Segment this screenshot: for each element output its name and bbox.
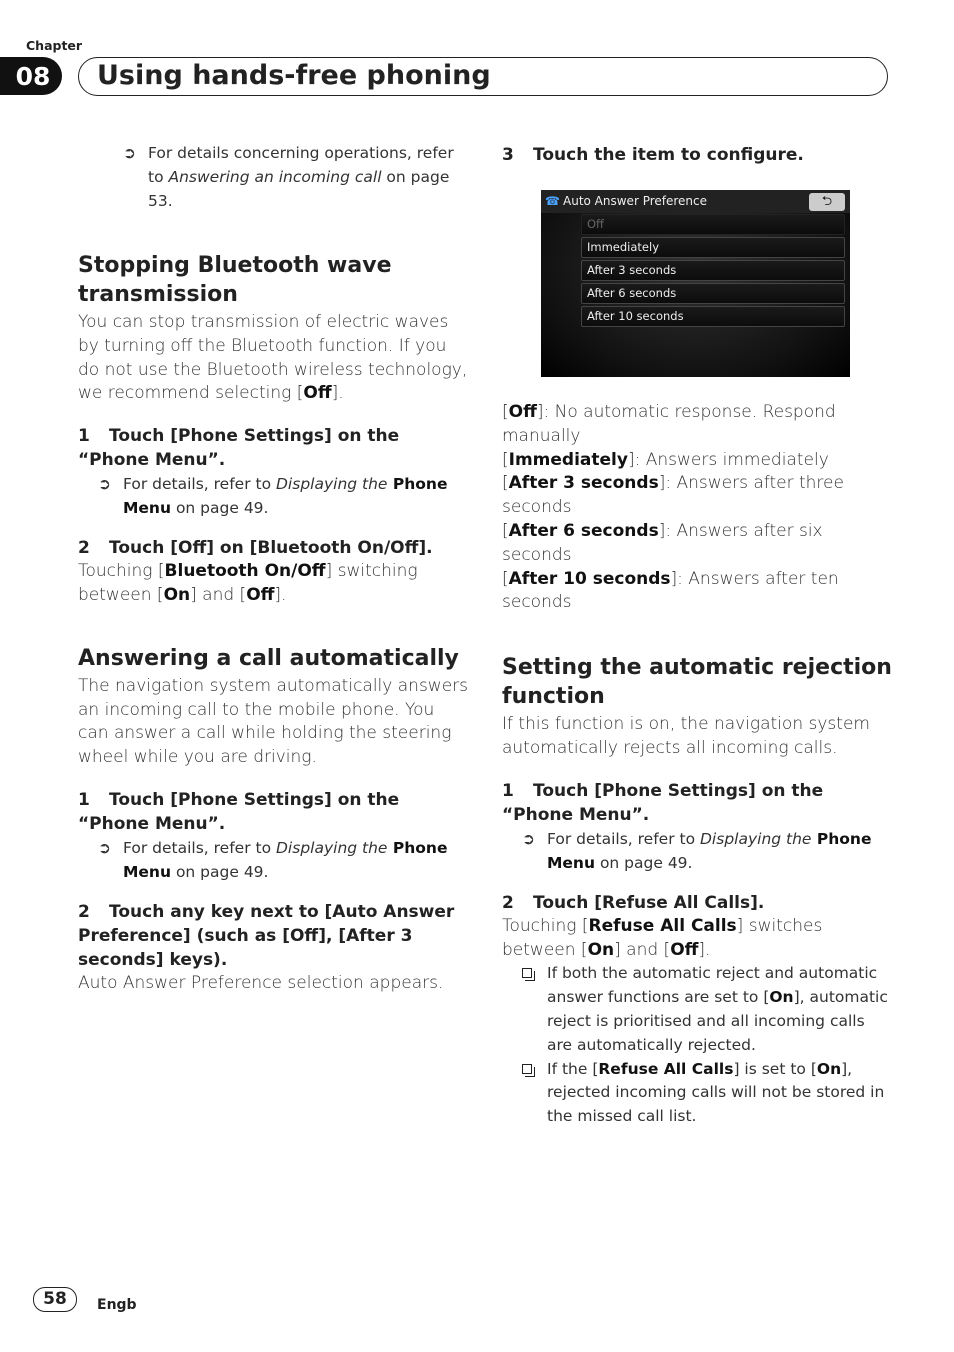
definition-off: [Off]: No automatic response. Respond manually [502, 402, 836, 446]
option-off[interactable]: Off [581, 214, 845, 235]
step-1: 1 Touch [Phone Settings] on the “Phone Menu”. [502, 780, 824, 825]
step-2: 2 Touch any key next to [Auto Answer Preference] (such as [Off], [After 3 seconds] keys). [78, 901, 455, 970]
section-intro: You can stop transmission of electric waves by turning off the Bluetooth function. If you do not use the Bluetooth wireless technology, we recommend selecting [Off]. [78, 312, 468, 404]
chapter-label: Chapter [26, 38, 83, 53]
definition-after-3: [After 3 seconds]: Answers after three seconds [502, 473, 844, 518]
arrow-icon: ➲ [98, 475, 111, 494]
step-1: 1 Touch [Phone Settings] on the “Phone Menu”. [78, 426, 400, 471]
chapter-number: 08 [0, 57, 62, 95]
section-intro: The navigation system automatically answers an incoming call to the mobile phone. You can answer a call while holding the steering wheel while you are driving. [78, 675, 469, 768]
note-square-2: If the [Refuse All Calls] is set to [On], rejected incoming calls will not be stored in the missed call list. [502, 1058, 892, 1129]
back-icon[interactable]: ⮌ [809, 193, 845, 211]
step-2-body: Auto Answer Preference selection appears. [78, 972, 444, 993]
definition-after-10: [After 10 seconds]: Answers after ten seconds [502, 568, 839, 613]
checkbox-square-icon [522, 968, 532, 978]
note-phone-menu-ref: ➲ For details, refer to Displaying the Phone Menu on page 49. [502, 827, 892, 875]
definitions-list [502, 401, 892, 615]
screen-title: Auto Answer Preference [563, 194, 708, 208]
step-3: 3 Touch the item to configure. [502, 145, 804, 165]
option-after-3-seconds[interactable]: After 3 seconds [581, 260, 845, 281]
checkbox-square-icon [522, 1064, 532, 1074]
note-phone-menu-ref: ➲ For details, refer to Displaying the Phone Menu on page 49. [78, 472, 468, 520]
left-column [78, 140, 468, 996]
page-number: 58 [33, 1287, 77, 1312]
section-title-answering: Answering a call automatically [78, 645, 459, 671]
arrow-icon: ➲ [522, 829, 535, 848]
right-column [502, 140, 892, 167]
language-code: Engb [97, 1297, 137, 1313]
arrow-icon: ➲ [123, 144, 136, 162]
option-after-6-seconds[interactable]: After 6 seconds [581, 283, 845, 304]
right-column-lower [502, 401, 892, 1129]
section-intro: If this function is on, the navigation system automatically rejects all incoming calls. [502, 714, 870, 758]
step-2-body: Touching [Refuse All Calls] switches between [On] and [Off]. [502, 915, 823, 960]
step-1: 1 Touch [Phone Settings] on the “Phone Menu”. [78, 789, 400, 834]
arrow-icon: ➲ [98, 838, 111, 857]
phone-icon: ☎ [545, 194, 560, 208]
definition-after-6: [After 6 seconds]: Answers after six seconds [502, 520, 823, 565]
step-2-body: Touching [Bluetooth On/Off] switching between [On] and [Off]. [78, 561, 418, 605]
screen-title-bar [541, 190, 850, 213]
step-2: 2 Touch [Refuse All Calls]. [502, 892, 765, 913]
chapter-title: Using hands-free phoning [97, 60, 491, 91]
section-title-rejection: Setting the automatic rejection function [502, 655, 892, 710]
step-2: 2 Touch [Off] on [Bluetooth On/Off]. [78, 538, 433, 559]
note-phone-menu-ref: ➲ For details, refer to Displaying the Phone Menu on page 49. [78, 836, 468, 884]
section-title-stopping-bluetooth: Stopping Bluetooth wave transmission [78, 253, 392, 307]
definition-immediately: [Immediately]: Answers immediately [502, 449, 829, 470]
option-immediately[interactable]: Immediately [581, 237, 845, 258]
option-after-10-seconds[interactable]: After 10 seconds [581, 306, 845, 327]
note-square-1: If both the automatic reject and automatic answer functions are set to [On], automatic reject is prioritised and all incoming calls are automatically rejected. [502, 962, 892, 1057]
auto-answer-screen [541, 190, 850, 377]
note-answering-ref: ➲ For details concerning operations, refer to Answering an incoming call on page 53. [78, 141, 468, 213]
